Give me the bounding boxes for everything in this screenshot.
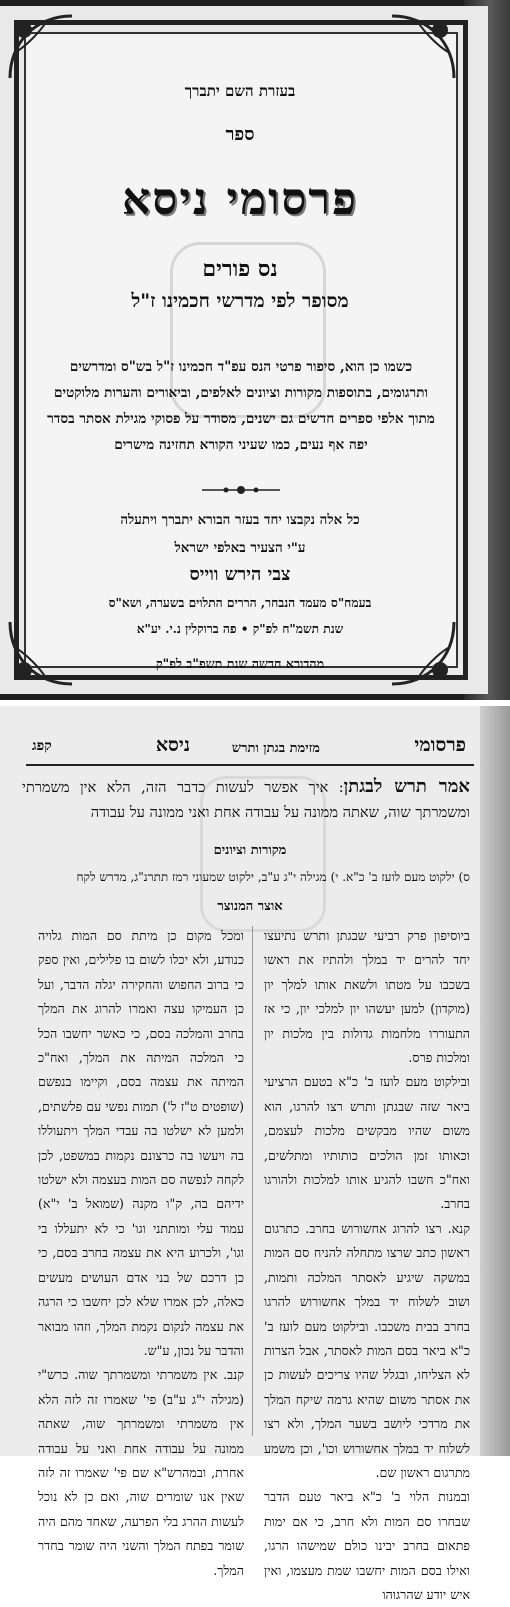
corner-ornament-icon xyxy=(6,12,76,82)
commentary-column-left xyxy=(38,924,244,1583)
title-page xyxy=(0,6,488,694)
heading-blessing: בעזרת השם יתברך xyxy=(184,82,296,100)
edition-line: מהדורא חדשה שנת תשפ"ב לפ"ק xyxy=(155,656,325,671)
main-verse-text xyxy=(22,774,470,825)
publication-year: שנת תשמ"ח לפ"ק • פה ברוקלין נ.י. יע"א xyxy=(136,622,344,636)
section-heading-commentary: אוצר המנוצר xyxy=(217,899,283,914)
paragraph: ביוסיפון פרק רביעי שבגתן ותרש נתיעצו יחד להרים יד במלך ולהתיז את ראשו בשכבו על מטתו ולשאת אותו למלך יון (מוקדון) למען יעשהו יון למלכי יון, כי אז התעוררו מלחמות גדולות בין מלכות יון ומלכות פרס. xyxy=(264,928,470,1066)
sefer-label: ספר xyxy=(225,124,255,145)
page-number: קפג xyxy=(32,738,52,754)
subtitle-1: נס פורים xyxy=(202,256,278,282)
title-page-photo xyxy=(0,0,510,700)
running-header-section: מזימת בגתן ותרש xyxy=(231,741,320,756)
verse-lead: אמר תרש לבגתן xyxy=(343,776,470,797)
by-line: ע"י הצעיר באלפי ישראל xyxy=(174,540,306,556)
section-heading-sources: מקורות וציונים xyxy=(213,843,287,858)
running-header-title: ניסא xyxy=(155,734,190,756)
content-page-photo xyxy=(0,706,510,1602)
author-works: בעמח"ס מעמד הנבחר, הררים התלוים בשערה, ושא"ס xyxy=(108,596,372,610)
paragraph: קנא. רצו להרוג אחשורוש בחרב. כתרגום ראשון כתב שרצו מתחלה להניח סם המות במשקה שיגיע לאסתר המלכה ותמות, ושוב לשלוח יד במלך אחשורוש להרגו בחרב בבית משכבו. ובילקוט מעם לועז ב' כ"א ביאר בסם המות לאסתר, אבל הצרות לא הצליחו, ובגלל שהיו צריכים לעשות כן את אסתר משום שהיא גרמה שיקח המלך את מרדכי ליושב בשער המלך, ולא רצו לשלוח יד במלך אחשורוש וכו', וכן משמע מתרגום ראשון שם. xyxy=(264,1220,470,1480)
running-header-right: פרסומי xyxy=(414,734,466,756)
verse-body: : איך אפשר לעשות כדבר הזה, הלא אין משמרתי ומשמרתך שוה, שאתה ממונה על עבודה אחת ואני ממונה על עבודה xyxy=(22,779,470,821)
compiled-line: כל אלה נקבצו יחד בעזר הבורא יתברך ויתעלה xyxy=(120,512,360,528)
page-edge xyxy=(480,706,510,1456)
paragraph: ובמנות הלוי ב' כ"א ביאר טעם הדבר שבחרו סם המות ולא חרב, כי אם ימות פתאום בחרב יבינו כולם שמישהו הרגו, ואילו בסם המות יחשבו שמת מעצמו, ואין איש יודע שהרגוהו xyxy=(264,1489,470,1602)
book-title: פרסומי ניסא xyxy=(122,174,358,225)
book-description: כשמו כן הוא, סיפור פרטי הנס עפ"ד חכמינו ז"ל בש"ס ומדרשים ותרגומים, בתוספות מקורות וציונים לאלפים, וביאורים והערות מלוקטים מתוך אלפי ספרים חדשים גם ישנים, מסודר על פסוקי מגילת אסתר בסדר יפה אף נעים, כמו שעיני הקורא תחזינה מישרים xyxy=(47,359,435,453)
author-name: צבי הירש ווייס xyxy=(189,564,291,585)
column-divider xyxy=(252,926,253,1436)
divider-ornament-icon xyxy=(200,482,282,496)
paragraph: ומכל מקום כן מיתת סם המות גלויה כנודע, ולא יכלו לשום בו פלילים, ואין ספק כי ברוב החפוש והחקירה יגלה הדבר, ועל כן העמיקו עצה ואמרו להרוג את המלך בחרב והמלכה בסם, כי כאשר יחשבו הכל כי המלכה המיתה את המלך, ואח"כ המיתה את עצמה בסם, וקיימו בנפשם (שופטים ט"ז ל') תמות נפשי עם פלשתים, ולמען לא ישלטו בה עבדי המלך ויתעוללו בה ויעשו בה כרצונם נקמות במשפט, לכן לקחה לנפשה סם המות בעצמה ולא ישלטו ידיהם בה, ק"ו מקנה (שמואל ב' י"א) עמוד עלי ומותתני וגו' כי לא יתעללו בי וגו', ולכרוע היא את עצמה בחרב בסם, כי כן דרכם של בני אדם העושים מעשים כאלה, לכן אמרו שלא לכן יחשבו כי הרגה את עצמה לנקום נקמת המלך, וזהו מבואר והדבר על נכון, ע"ש. xyxy=(38,928,244,1358)
sources-footnote: ס) ילקוט מעם לועז ב' כ"א. י) מגילה י"ג ע"ב, ילקוט שמעוני רמז תתרנ"ג, מדרש לקח xyxy=(76,870,470,884)
header-rule xyxy=(26,764,474,766)
commentary-column-right xyxy=(264,924,470,1607)
subtitle-2: מסופר לפי מדרשי חכמינו ז"ל xyxy=(131,290,349,312)
paragraph: ובילקוט מעם לועז ב' כ"א בטעם הרציעי ביאר שזה שבגתן ותרש רצו להרגו, הוא משום שהיו מבקשים מלכות לעצמם, וכאותו זמן הולכים כותותיו ומתלשים, ואח"כ חשבו להגיע אותו למלכות ולהורגו בחרב. xyxy=(264,1074,470,1212)
paragraph: קנב. אין משמרתי ומשמרתך שוה. כרש"י (מגילה י"ג ע"ב) פי' שאמרו זה לזה הלא אין משמרתי ומשמרתך שוה, שאתה ממונה על עבודה אחת ואני על עבודה אחרת, ובמהרש"א שם פי' שאמרו זה לזה שאין אנו שומרים שוה, ואם כן לא נוכל לעשות ההרג בלי הפרעה, שאחד מהם היה שומר בפתח המלך והשני היה שומר בחדר המלך. xyxy=(38,1367,244,1578)
corner-ornament-icon xyxy=(388,12,458,82)
